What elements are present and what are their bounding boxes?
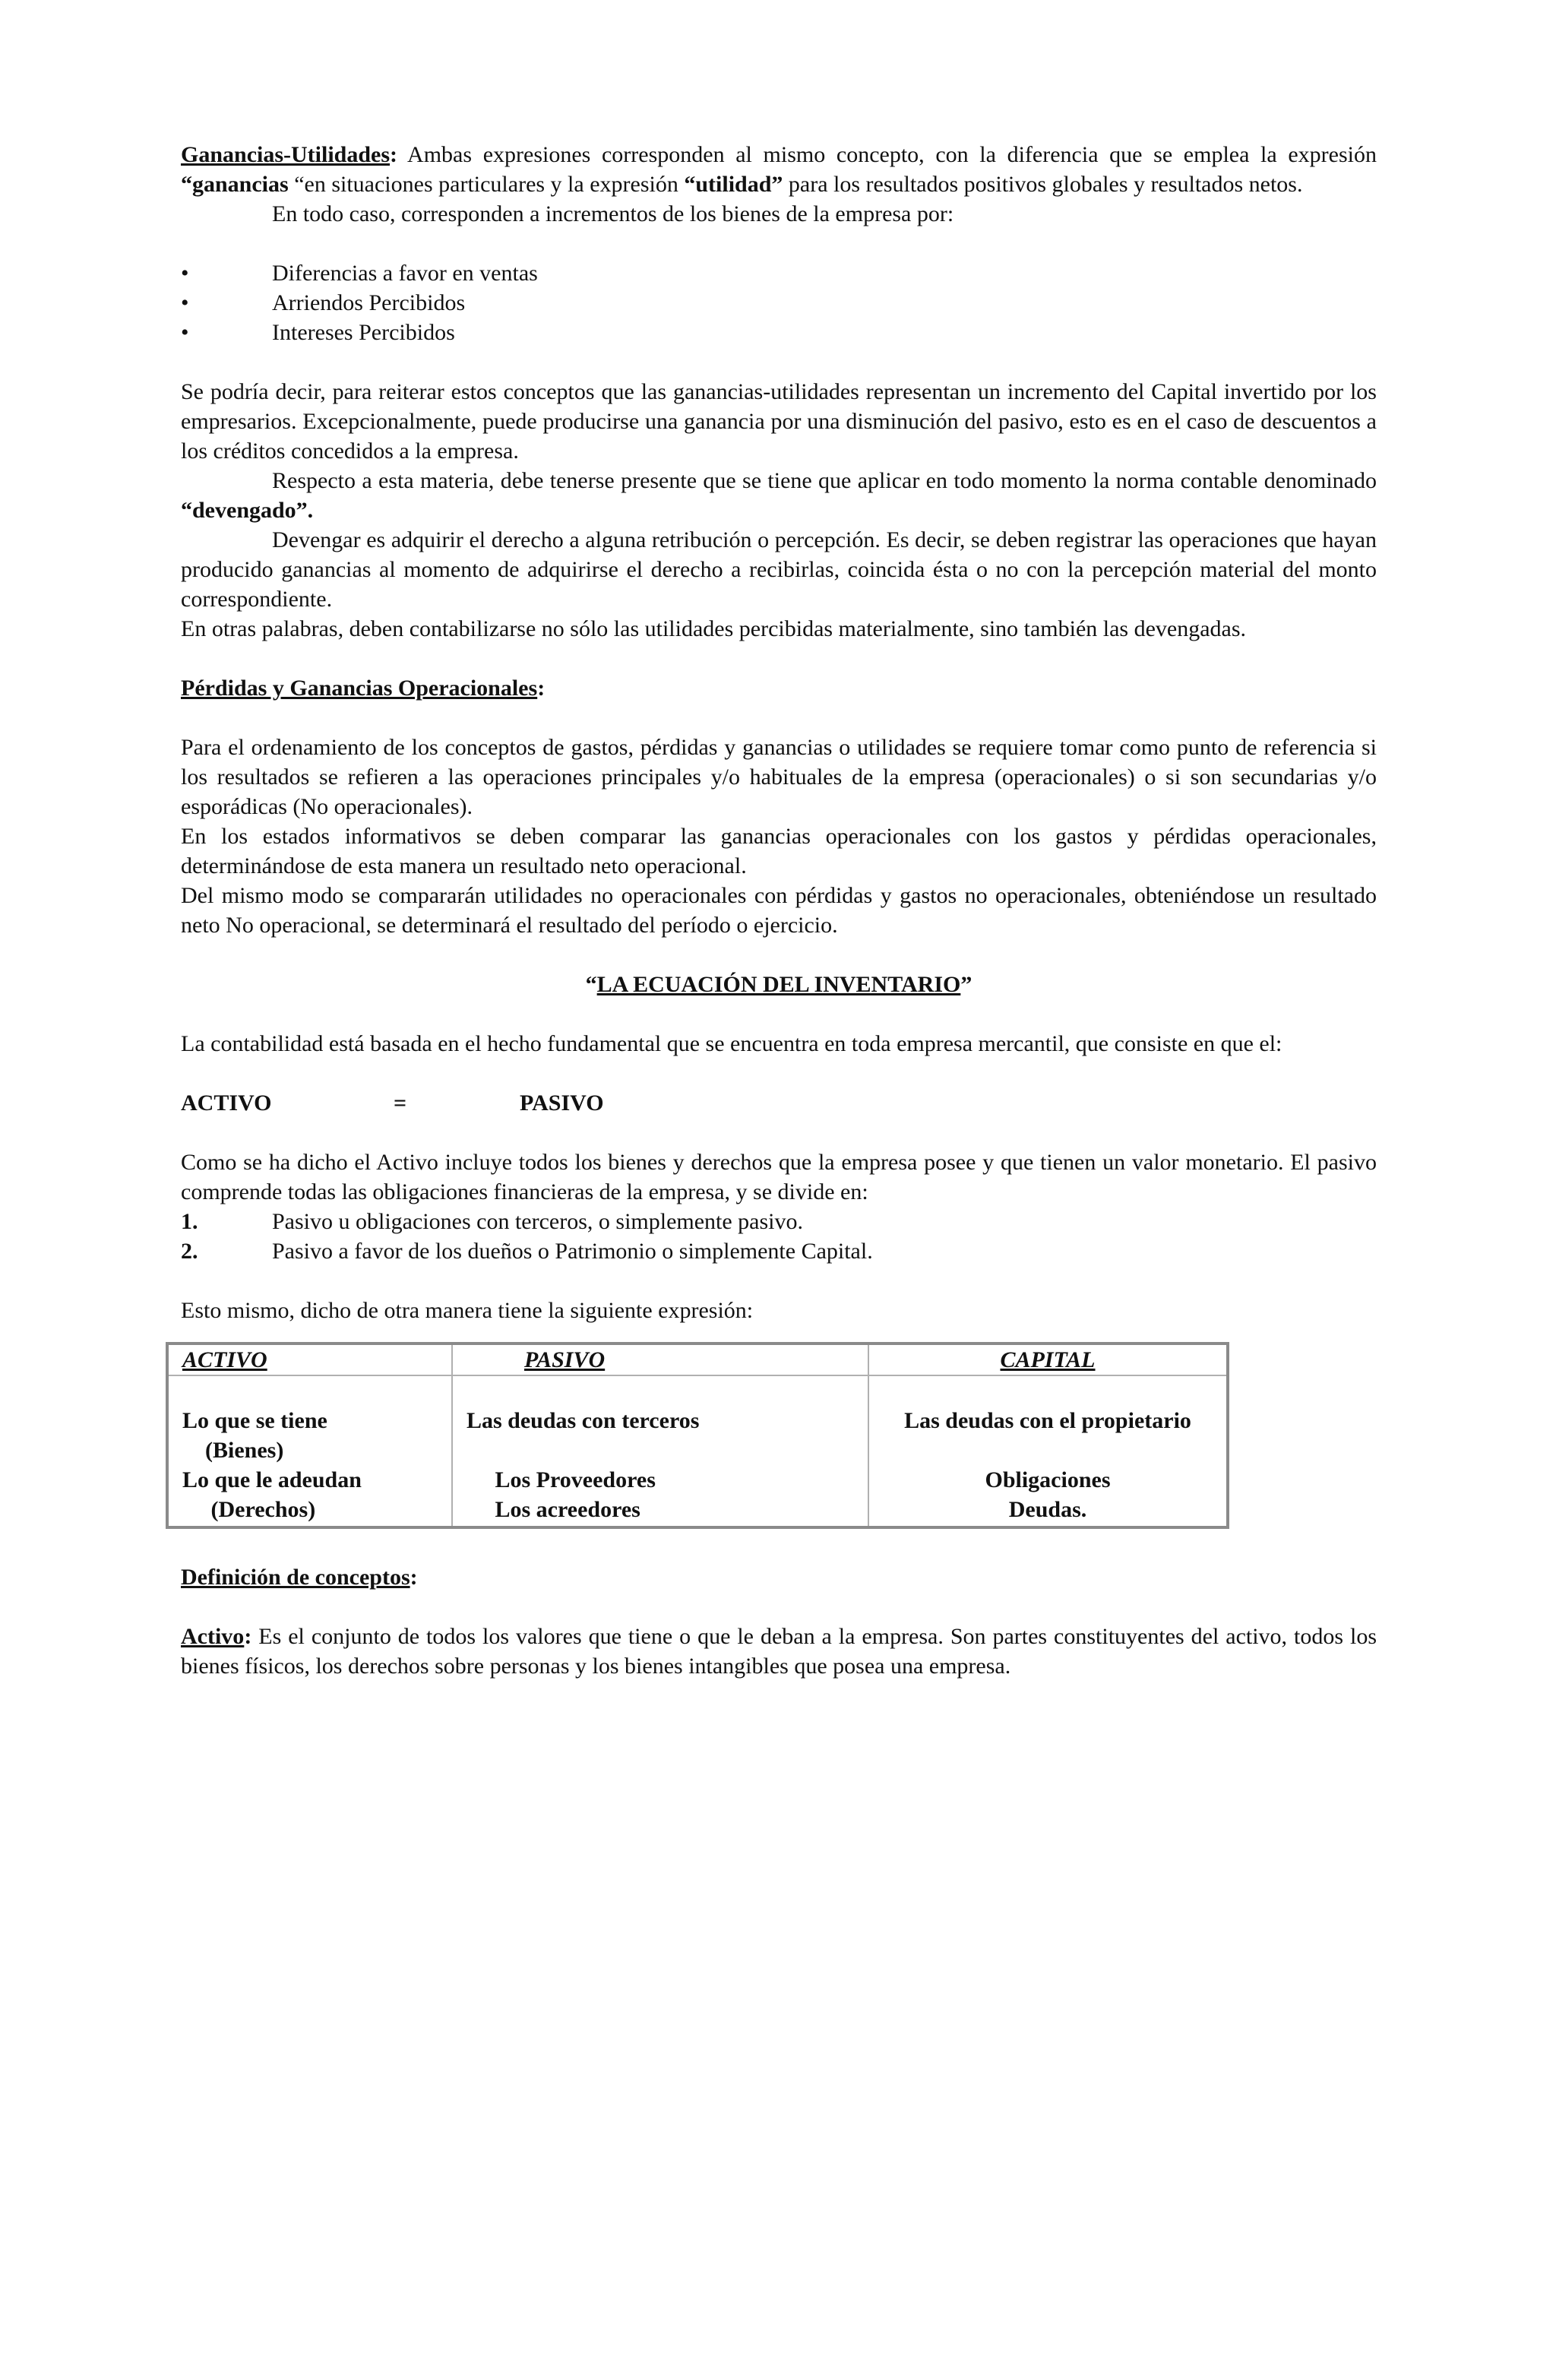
spacer: [181, 347, 1377, 377]
cell-line: Las deudas con terceros: [466, 1408, 700, 1433]
header-pasivo: PASIVO: [452, 1343, 868, 1375]
heading-text: Definición de conceptos: [181, 1565, 410, 1590]
paragraph-ordenamiento: Para el ordenamiento de los conceptos de gastos, pérdidas y ganancias o utilidades se requiere tomar como punto de referencia si los resultados se refieren a las operaciones principales y/o habituales de la empresa (operacionales) o si son secundarias y/o esporádicas (No operacionales).: [181, 735, 1377, 819]
cell-line: (Derechos): [182, 1497, 316, 1522]
table-header-row: [167, 1343, 1228, 1375]
heading-definicion-conceptos: [181, 1562, 1377, 1592]
list-item-text: Diferencias a favor en ventas: [272, 261, 538, 286]
spacer: [181, 1592, 1377, 1622]
text-run: “en situaciones particulares y la expresión: [288, 172, 685, 197]
paragraph-otras-palabras: En otras palabras, deben contabilizarse no sólo las utilidades percibidas materialmente, sino también las devengadas.: [181, 616, 1247, 641]
bullet-icon: •: [181, 261, 189, 286]
paragraph-activo-definicion: [181, 1622, 1377, 1681]
accounting-table: [166, 1342, 1229, 1529]
list-item: [181, 288, 1377, 318]
cell-line: Lo que le adeudan: [182, 1467, 362, 1492]
cell-activo: [167, 1375, 452, 1527]
list-item-text: Intereses Percibidos: [272, 320, 455, 345]
heading-perdidas-ganancias: [181, 673, 1377, 703]
equation-sign: =: [394, 1090, 407, 1116]
quote-close: ”: [960, 972, 972, 997]
term-ganancias-utilidades: Ganancias-Utilidades: [181, 142, 391, 167]
bullet-icon: •: [181, 290, 189, 315]
spacer: [181, 703, 1377, 733]
term-activo: Activo: [181, 1624, 245, 1649]
spacer: [181, 1266, 1377, 1296]
paragraph-del-mismo-modo: Del mismo modo se compararán utilidades no operacionales con pérdidas y gastos no operacionales, obteniéndose un resultado neto No operacional, se determinará el resultado del período o ejercicio.: [181, 883, 1377, 938]
equation-activo-pasivo: [181, 1088, 1377, 1118]
cell-line: Deudas.: [1008, 1497, 1087, 1522]
cell-line: Las deudas con el propietario: [904, 1408, 1191, 1433]
spacer: [181, 940, 1377, 970]
cell-pasivo: [452, 1375, 868, 1527]
heading-colon: :: [537, 676, 546, 701]
header-capital: CAPITAL: [868, 1343, 1228, 1375]
list-item: [181, 258, 1377, 288]
table-row: [167, 1375, 1228, 1527]
spacer: [181, 644, 1377, 673]
text-run: para los resultados positivos globales y resultados netos.: [783, 172, 1303, 197]
header-activo: ACTIVO: [167, 1343, 452, 1375]
list-item: [181, 318, 1377, 347]
paragraph-devengar: Devengar es adquirir el derecho a alguna retribución o percepción. Es decir, se deben registrar las operaciones que hayan producido ganancias al momento de adquirirse el derecho a recibirlas, coincida ésta o no con la percepción material del monto correspondiente.: [181, 527, 1377, 612]
title-text: LA ECUACIÓN DEL INVENTARIO: [596, 972, 961, 997]
list-item-text: Arriendos Percibidos: [272, 290, 466, 315]
bold-devengado: “devengado”.: [181, 498, 314, 523]
spacer: [181, 1529, 1377, 1562]
cell-line: Los Proveedores: [466, 1467, 656, 1492]
bold-ganancias: “ganancias: [181, 172, 289, 197]
numbered-list: [181, 1207, 1377, 1266]
text-run: Ambas expresiones corresponden al mismo concepto, con la diferencia que se emplea la expresión: [397, 142, 1377, 167]
cell-line: (Bienes): [182, 1438, 284, 1463]
bullet-list: [181, 258, 1377, 347]
paragraph-contabilidad: La contabilidad está basada en el hecho fundamental que se encuentra en toda empresa mercantil, que consiste en que el:: [181, 1031, 1282, 1056]
bullet-icon: •: [181, 320, 189, 345]
paragraph-devengado: [181, 466, 1377, 525]
cell-line: [883, 1435, 1213, 1465]
list-item: [181, 1207, 1377, 1236]
paragraph-esto-mismo: Esto mismo, dicho de otra manera tiene la siguiente expresión:: [181, 1298, 754, 1323]
paragraph-como-se-ha-dicho: Como se ha dicho el Activo incluye todos los bienes y derechos que la empresa posee y que tienen un valor monetario. El pasivo comprende todas las obligaciones financieras de la empresa, y se divide en:: [181, 1150, 1377, 1204]
document-page: [181, 140, 1377, 1681]
text-run: Es el conjunto de todos los valores que tiene o que le deban a la empresa. Son partes constituyentes del activo, todos los bienes físicos, los derechos sobre personas y los bienes intangibles que posea una empresa.: [181, 1624, 1377, 1679]
list-item: [181, 1236, 1377, 1266]
equation-right: PASIVO: [520, 1090, 604, 1116]
list-number: 2.: [181, 1239, 198, 1264]
paragraph-reiterar: Se podría decir, para reiterar estos conceptos que las ganancias-utilidades representan un incremento del Capital invertido por los empresarios. Excepcionalmente, puede producirse una ganancia por una disminución del pasivo, esto es en el caso de descuentos a los créditos concedidos a la empresa.: [181, 379, 1377, 464]
spacer: [181, 1059, 1377, 1088]
quote-open: “: [585, 972, 597, 997]
spacer: [181, 1118, 1377, 1147]
paragraph-ganancias-utilidades: [181, 140, 1377, 199]
list-item-text: Pasivo a favor de los dueños o Patrimonio o simplemente Capital.: [272, 1239, 873, 1264]
paragraph-estados-informativos: En los estados informativos se deben comparar las ganancias operacionales con los gastos y pérdidas operacionales, determinándose de esta manera un resultado neto operacional.: [181, 824, 1377, 878]
cell-line: [466, 1435, 854, 1465]
heading-text: Pérdidas y Ganancias Operacionales: [181, 676, 538, 701]
title-ecuacion-inventario: [181, 970, 1377, 999]
equation-left: ACTIVO: [181, 1090, 272, 1116]
term-colon: :: [244, 1624, 252, 1649]
spacer: [181, 229, 1377, 258]
term-colon: :: [390, 142, 398, 167]
bold-utilidad: “utilidad”: [684, 172, 783, 197]
cell-line: Los acreedores: [466, 1497, 640, 1522]
cell-line: Lo que se tiene: [182, 1408, 327, 1433]
list-number: 1.: [181, 1209, 198, 1234]
spacer: [181, 1325, 1377, 1342]
text-run: Respecto a esta materia, debe tenerse presente que se tiene que aplicar en todo momento la norma contable denominado: [272, 468, 1377, 493]
heading-colon: :: [410, 1565, 418, 1590]
spacer: [181, 999, 1377, 1029]
cell-line: Obligaciones: [985, 1467, 1111, 1492]
list-item-text: Pasivo u obligaciones con terceros, o simplemente pasivo.: [272, 1209, 804, 1234]
cell-capital: [868, 1375, 1228, 1527]
paragraph-incrementos: En todo caso, corresponden a incrementos de los bienes de la empresa por:: [272, 201, 954, 226]
